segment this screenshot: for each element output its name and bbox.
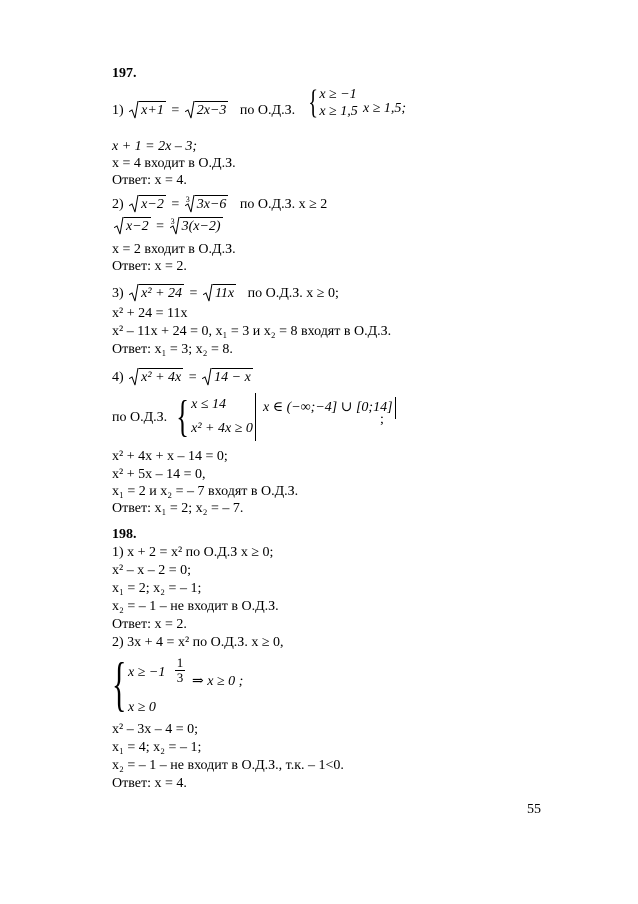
solution-line: x₁ = 2 и x₂ = – 7 входят в О.Д.З. [112,484,299,499]
sqrt-rhs: 14 − x [202,368,253,386]
equals-sign: = [156,219,165,234]
root-index: 3 [170,217,175,226]
equals-sign: = [171,103,180,118]
condition-2: x ≥ 1,5 [319,104,358,119]
solution-line: x² – x – 2 = 0; [112,563,191,578]
odz-label: по О.Д.З. [112,410,168,425]
problem-197-3-equation [112,284,339,302]
equals-sign: = [171,197,180,212]
sqrt-lhs: x−2 [129,195,166,213]
odz-system-197-1 [305,86,358,120]
solution-line: x² – 11x + 24 = 0, x₁ = 3 и x₂ = 8 входят в О.Д.З. [112,324,392,339]
odz-system-198-2 [112,652,372,722]
solution-line: 1) x + 2 = x² по О.Д.З x ≥ 0; [112,545,274,560]
solution-line: x = 4 входит в О.Д.З. [112,156,236,171]
item-number: 4) [112,370,124,385]
condition-1: x ≥ −1 [319,87,357,102]
problem-198-title: 198. [112,527,137,542]
solution-line-roots [112,217,225,235]
sqrt-lhs: x−2 [114,217,151,235]
condition-2: x² + 4x ≥ 0 [191,421,253,436]
left-brace-icon: { [112,651,127,717]
equals-sign: = [189,286,198,301]
problem-197-title: 197. [112,66,137,81]
equals-sign: = [188,370,197,385]
solution-line: x₂ = – 1 – не входит в О.Д.З., т.к. – 1<0. [112,758,344,773]
condition-1: x ≤ 14 [191,397,227,412]
odz-label: по О.Д.З. x ≥ 2 [239,197,328,212]
cbrt-rhs: 3 3x−6 [185,195,229,213]
answer-line: Ответ: x = 2. [112,259,187,274]
item-number: 3) [112,286,124,301]
answer-line: Ответ: x₁ = 2; x₂ = – 7. [112,501,244,516]
left-brace-icon: { [308,84,319,121]
page-number: 55 [527,802,541,817]
left-brace-icon: { [176,392,189,441]
item-number: 2) [112,197,124,212]
odz-system-197-4 [172,393,256,441]
sqrt-lhs: x² + 4x [129,368,183,386]
solution-line: x² + 24 = 11x [112,306,188,321]
sqrt-lhs: x² + 24 [129,284,184,302]
fraction-denominator: 3 [176,670,184,685]
solution-line: 2) 3x + 4 = x² по О.Д.З. x ≥ 0, [112,635,284,650]
sqrt-rhs: 11x [203,284,236,302]
condition-2: x ≥ 0 [128,700,156,715]
cbrt-rhs: 3 3(x−2) [170,217,223,235]
root-index: 3 [185,195,190,204]
condition-1: x ≥ −1 [128,665,166,680]
answer-line: Ответ: x = 2. [112,617,187,632]
fraction-numerator: 1 [176,655,184,670]
solution-line: x² – 3x – 4 = 0; [112,722,198,737]
odz-result: x ≥ 1,5; [363,101,407,116]
sqrt-lhs: x+1 [129,101,166,119]
semicolon: ; [380,412,384,427]
odz-label: по О.Д.З. [239,103,296,118]
odz-interval [263,397,396,419]
solution-line: x² + 5x – 14 = 0, [112,467,206,482]
fraction [175,656,185,684]
solution-line: x² + 4x + x – 14 = 0; [112,449,228,464]
interval-text: x ∈ (−∞;−4] ∪ [0;14] [263,400,393,415]
problem-197-4-equation [112,368,255,386]
answer-line: Ответ: x = 4. [112,776,187,791]
condition-1-result: ⇒ x ≥ 0 ; [192,674,244,689]
problem-197-2-equation [112,195,327,213]
solution-line: x₂ = – 1 – не входит в О.Д.З. [112,599,279,614]
answer-line: Ответ: x₁ = 3; x₂ = 8. [112,342,233,357]
answer-line: Ответ: x = 4. [112,173,187,188]
problem-197-1-equation [112,101,295,119]
odz-label: по О.Д.З. x ≥ 0; [247,286,339,301]
item-number: 1) [112,103,124,118]
sqrt-rhs: 2x−3 [185,101,229,119]
solution-line: x₁ = 4; x₂ = – 1; [112,740,202,755]
solution-line: x₁ = 2; x₂ = – 1; [112,581,202,596]
solution-line: x = 2 входит в О.Д.З. [112,242,236,257]
solution-line: x + 1 = 2x – 3; [112,139,197,154]
